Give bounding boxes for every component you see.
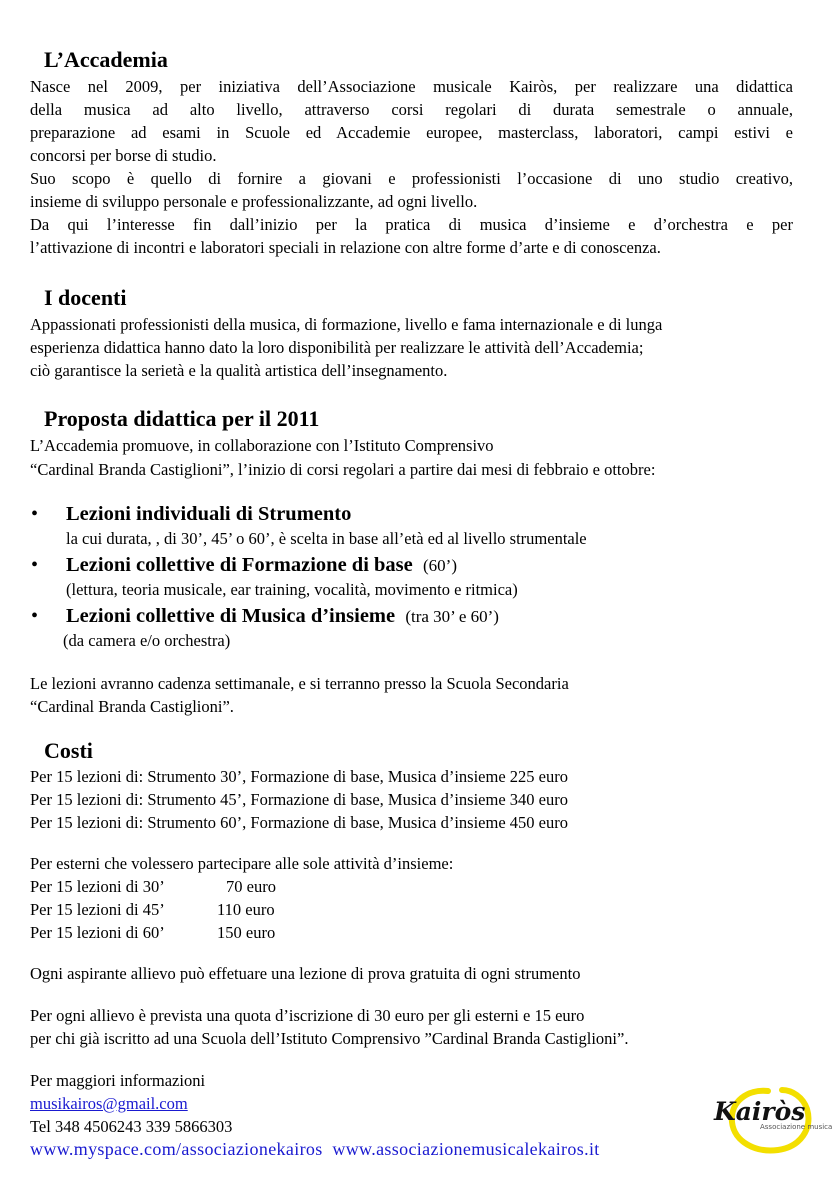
accademia-line: concorsi per borse di studio. — [30, 146, 217, 165]
course-title — [66, 604, 499, 629]
proposta-intro-line: L’Accademia promuove, in collaborazione con l’Istituto Comprensivo — [30, 436, 494, 455]
accademia-line: insieme di sviluppo personale e professionalizzante, ad ogni livello. — [30, 192, 478, 211]
logo-wordmark: Kairòs — [714, 1097, 806, 1126]
esterni-price: 110 euro — [217, 900, 275, 919]
iscrizione-line: per chi già iscritto ad una Scuola dell’Istituto Comprensivo ”Cardinal Branda Castiglioni”. — [30, 1029, 629, 1048]
accademia-line: della musica ad alto livello, attraverso corsi regolari di durata semestrale o annuale, — [30, 100, 793, 119]
bullet-marker: • — [31, 554, 39, 576]
section-title-docenti: I docenti — [44, 285, 127, 310]
website-line — [30, 1138, 600, 1161]
accademia-line: Da qui l’interesse fin dall’inizio per la pratica di musica d’insieme e d’orchestra e per — [30, 215, 793, 234]
docenti-line: ciò garantisce la serietà e la qualità artistica dell’insegnamento. — [30, 361, 448, 380]
course-duration: (tra 30’ e 60’) — [405, 607, 499, 626]
kairos-logo-graphic — [712, 1082, 832, 1157]
course-detail: (da camera e/o orchestra) — [63, 631, 231, 650]
prova-note: Ogni aspirante allievo può effetuare una lezione di prova gratuita di ogni strumento — [30, 964, 581, 983]
myspace-link[interactable]: www.myspace.com/associazionekairos — [30, 1139, 323, 1159]
docenti-line: esperienza didattica hanno dato la loro disponibilità per realizzare le attività dell’Accademia; — [30, 338, 644, 357]
course-title-text: Lezioni individuali di Strumento — [66, 503, 352, 525]
proposta-outro-line: Le lezioni avranno cadenza settimanale, e si terranno presso la Scuola Secondaria — [30, 674, 569, 693]
bullet-marker: • — [31, 605, 39, 627]
price-line: Per 15 lezioni di: Strumento 30’, Formazione di base, Musica d’insieme 225 euro — [30, 767, 568, 786]
section-title-costi: Costi — [44, 738, 93, 763]
course-title — [66, 502, 351, 527]
course-duration: (60’) — [423, 556, 457, 575]
section-title-accademia: L’Accademia — [44, 47, 168, 72]
logo-subtitle: Associazione musicale — [760, 1123, 832, 1131]
proposta-outro-line: “Cardinal Branda Castiglioni”. — [30, 697, 234, 716]
iscrizione-line: Per ogni allievo è prevista una quota d’iscrizione di 30 euro per gli esterni e 15 euro — [30, 1006, 585, 1025]
section-title-proposta: Proposta didattica per il 2011 — [44, 406, 320, 431]
course-detail: (lettura, teoria musicale, ear training, vocalità, movimento e ritmica) — [66, 580, 518, 599]
esterni-label: Per 15 lezioni di 45’ — [30, 900, 165, 919]
esterni-label: Per 15 lezioni di 30’ — [30, 877, 165, 896]
course-title-text: Lezioni collettive di Musica d’insieme — [66, 605, 396, 627]
price-line: Per 15 lezioni di: Strumento 45’, Formazione di base, Musica d’insieme 340 euro — [30, 790, 568, 809]
price-line: Per 15 lezioni di: Strumento 60’, Formazione di base, Musica d’insieme 450 euro — [30, 813, 568, 832]
website-link[interactable]: www.associazionemusicalekairos.it — [332, 1139, 600, 1159]
course-detail: la cui durata, , di 30’, 45’ o 60’, è scelta in base all’età ed al livello strumentale — [66, 529, 587, 548]
docenti-line: Appassionati professionisti della musica, di formazione, livello e fama internazionale e di lunga — [30, 315, 663, 334]
accademia-line: Suo scopo è quello di fornire a giovani e professionisti l’occasione di uno studio creativo, — [30, 169, 793, 188]
bullet-marker: • — [31, 503, 39, 525]
esterni-price: 70 euro — [226, 877, 276, 896]
course-title-text: Lezioni collettive di Formazione di base — [66, 554, 413, 576]
accademia-line: l’attivazione di incontri e laboratori speciali in relazione con altre forme d’arte e di conoscenza. — [30, 238, 661, 257]
esterni-intro: Per esterni che volessero partecipare alle sole attività d’insieme: — [30, 854, 454, 873]
esterni-label: Per 15 lezioni di 60’ — [30, 923, 165, 942]
phone-numbers: Tel 348 4506243 339 5866303 — [30, 1117, 233, 1136]
contact-intro: Per maggiori informazioni — [30, 1071, 206, 1090]
accademia-line: preparazione ad esami in Scuole ed Accademie europee, masterclass, laboratori, campi estivi e — [30, 123, 793, 142]
esterni-price: 150 euro — [217, 923, 276, 942]
proposta-intro-line: “Cardinal Branda Castiglioni”, l’inizio di corsi regolari a partire dai mesi di febbraio e ottobre: — [30, 460, 656, 479]
course-title — [66, 553, 457, 578]
kairos-logo — [712, 1082, 832, 1157]
email-link[interactable]: musikairos@gmail.com — [30, 1094, 188, 1113]
accademia-line: Nasce nel 2009, per iniziativa dell’Associazione musicale Kairòs, per realizzare una didattica — [30, 77, 793, 96]
